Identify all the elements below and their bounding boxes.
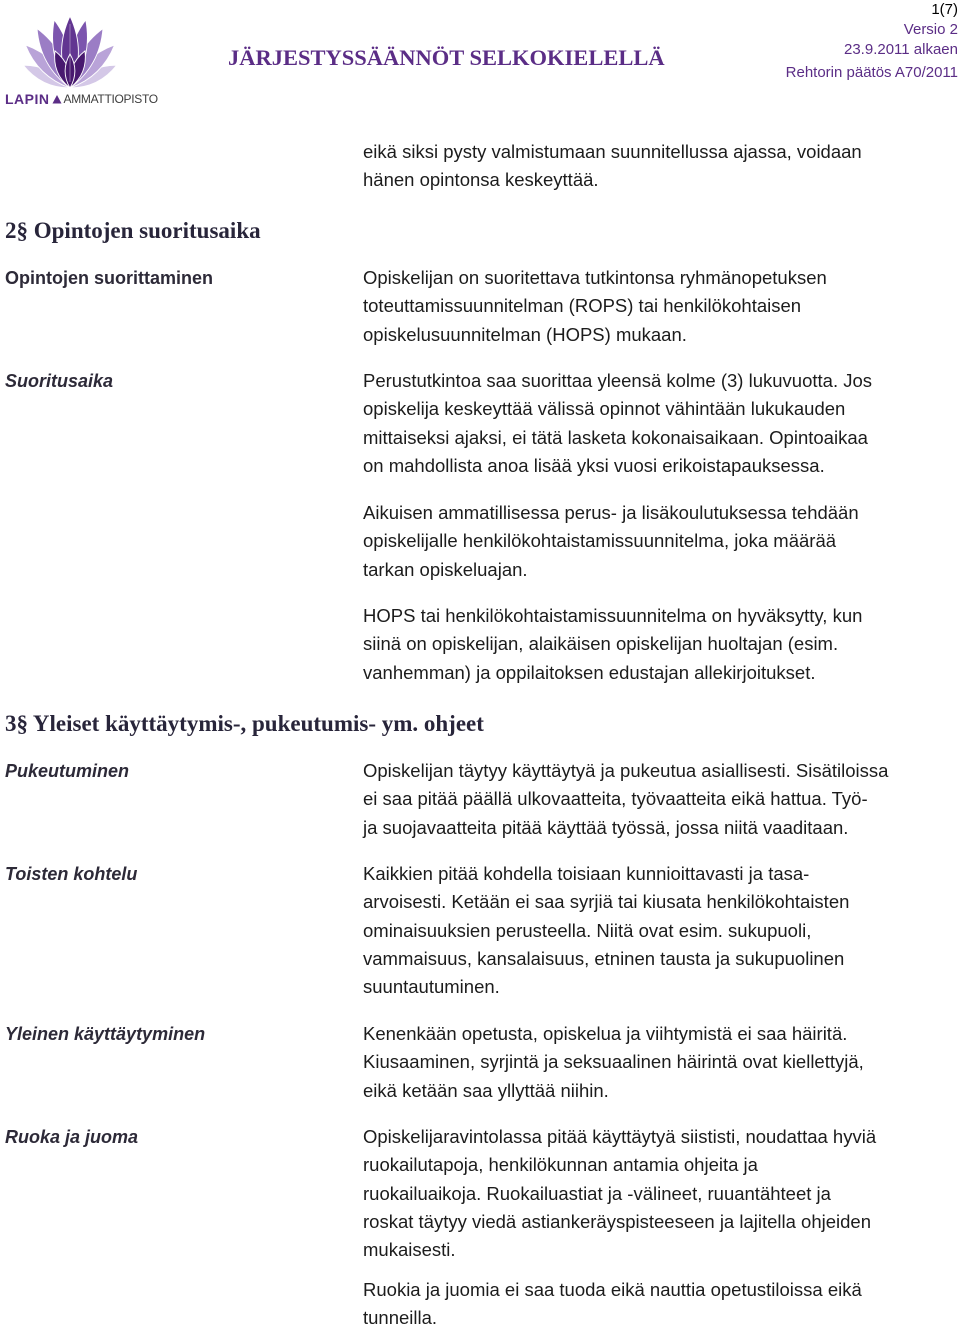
text-line: vanhemman) ja oppilaitoksen edustajan allekirjoitukset. [363,661,816,683]
text-line: roskat täytyy viedä astiankeräyspisteeseen ja lajitella ohjeiden [363,1210,872,1232]
text-line: Kaikkien pitää kohdella toisiaan kunnioittavasti ja tasa- [363,863,810,884]
paragraph [363,1123,876,1264]
valid-from-date: 23.9.2011 alkaen [844,41,958,58]
row-label: Pukeutuminen [5,761,130,781]
logo [0,0,165,110]
text-line: tarkan opiskeluajan. [363,558,528,580]
text-line: opiskelija keskeyttää välissä opinnot vähintään lukukauden [363,398,846,420]
text-line: opiskelusuunnitelman (HOPS) mukaan. [363,323,687,345]
paragraph [363,499,859,584]
text-line: Opiskelijan on suoritettava tutkintonsa ryhmänopetuksen [363,267,827,288]
section-heading: 2§ Opintojen suoritusaika [5,218,261,243]
text-line: ja suojavaatteita pitää käyttää työssä, jossa niitä vaaditaan. [363,816,849,838]
text-line: eikä ketään saa yllyttää niihin. [363,1079,609,1101]
text-line: suuntautuminen. [363,976,500,998]
lotus-logo-icon [0,12,160,92]
text-line: ominaisuuksien perusteella. Niitä ovat esim. sukupuoli, [363,919,812,941]
continuation-paragraph [363,138,862,195]
document-title: JÄRJESTYSSÄÄNNÖT SELKOKIELELLÄ [228,45,665,70]
text-line: on mahdollista anoa lisää yksi vuosi erikoistapauksessa. [363,454,825,476]
text-line: hänen opintonsa keskeyttää. [363,169,599,191]
text-line: Kiusaaminen, syrjintä ja seksuaalinen häirintä ovat kiellettyjä, [363,1051,864,1073]
section-heading: 3§ Yleiset käyttäytymis-, pukeutumis- ym. ohjeet [5,711,484,736]
row-label: Opintojen suorittaminen [5,268,214,288]
paragraph [363,264,827,349]
text-line: Opiskelijaravintolassa pitää käyttäytyä siististi, noudattaa hyviä [363,1126,877,1147]
text-line: mittaiseksi ajaksi, ei tätä lasketa kokonaisaikaan. Opintoaikaa [363,426,868,448]
paragraph [363,1020,864,1105]
text-line: Aikuisen ammatillisessa perus- ja lisäkoulutuksessa tehdään [363,502,859,523]
row-label: Yleinen käyttäytyminen [5,1024,206,1044]
paragraph [363,602,862,687]
text-line: mukaisesti. [363,1239,456,1261]
text-line: ei saa pitää päällä ulkovaatteita, työvaatteita eikä hattua. Työ- [363,788,868,810]
logo-name-primary: LAPIN [5,91,50,107]
text-line: eikä siksi pysty valmistumaan suunnitellussa ajassa, voidaan [363,141,862,162]
paragraph [363,860,849,1001]
text-line: Perustutkintoa saa suorittaa yleensä kolme (3) lukuvuotta. Jos [363,370,873,391]
text-line: siinä on opiskelijan, alaikäisen opiskelijan huoltajan (esim. [363,633,839,655]
page-number: 1(7) [931,1,958,18]
logo-name-secondary: AMMATTIOPISTO [63,92,158,106]
text-line: toteuttamissuunnitelman (ROPS) tai henkilökohtaisen [363,295,802,317]
paragraph [363,757,888,842]
text-line: tunneilla. [363,1307,438,1329]
row-label: Toisten kohtelu [5,864,138,884]
row-label: Suoritusaika [5,371,114,391]
version-label: Versio 2 [903,21,958,38]
text-line: arvoisesti. Ketään ei saa syrjiä tai kiusata henkilökohtaisten [363,891,850,913]
paragraph [363,1276,862,1333]
text-line: vammaisuus, kansalaisuus, etninen tausta ja sukupuolinen [363,947,845,969]
paragraph [363,367,872,480]
text-line: Ruokia ja juomia ei saa tuoda eikä nauttia opetustiloissa eikä [363,1279,862,1300]
decision-reference: Rehtorin päätös A70/2011 [785,64,958,81]
text-line: Opiskelijan täytyy käyttäytyä ja pukeutua asiallisesti. Sisätiloissa [363,760,889,781]
text-line: Kenenkään opetusta, opiskelua ja viihtymistä ei saa häiritä. [363,1023,848,1044]
triangle-icon [52,94,62,104]
text-line: ruokailutapoja, henkilökunnan antamia ohjeita ja [363,1154,758,1176]
text-line: opiskelijalle henkilökohtaistamissuunnitelma, joka määrää [363,530,837,552]
logo-wordmark [5,91,158,107]
text-line: HOPS tai henkilökohtaistamissuunnitelma on hyväksytty, kun [363,605,863,626]
row-label: Ruoka ja juoma [5,1127,139,1147]
text-line: ruokailuaikoja. Ruokailuastiat ja -välineet, ruuantähteet ja [363,1182,831,1204]
